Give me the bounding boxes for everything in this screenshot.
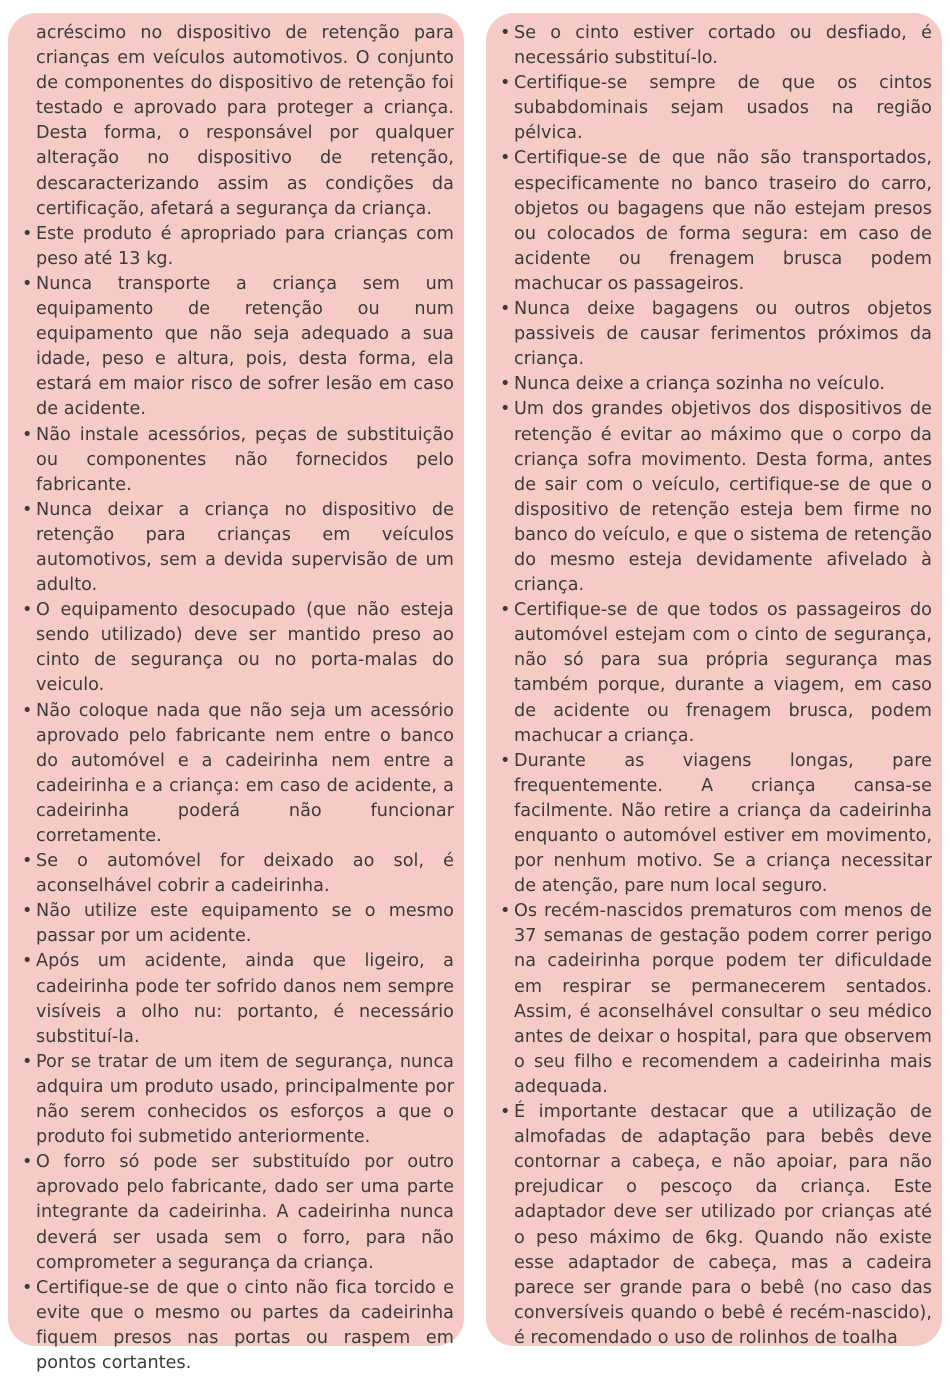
bullet-item <box>498 1100 932 1351</box>
bullet-icon: • <box>22 499 33 520</box>
bullet-text: Certifique-se de que não são transportados, especificamente no banco traseiro do carro, objetos ou bagagens que não estejam presos ou colocados de forma segura: em caso de acidente ou frenagem brusca podem machucar os passageiros. <box>514 148 932 294</box>
bullet-text: Nunca deixar a criança no dispositivo de retenção para crianças em veículos automotivos, sem a devida supervisão de um adulto. <box>36 499 454 596</box>
bullet-icon: • <box>22 851 33 872</box>
bullet-text: Nunca transporte a criança sem um equipamento de retenção ou num equipamento que não seja adequado a sua idade, peso e altura, pois, desta forma, ela estará em maior risco de sofrer lesão em caso de acidente. <box>36 273 454 420</box>
bullet-icon: • <box>22 223 33 244</box>
left-bullet-list <box>20 222 454 1376</box>
bullet-text: Certifique-se de que o cinto não fica torcido e evite que o mesmo ou partes da cadeirinha fiquem presos nas portas ou raspem em pontos cortantes. <box>36 1277 454 1373</box>
bullet-icon: • <box>500 600 511 621</box>
bullet-text: Após um acidente, ainda que ligeiro, a cadeirinha pode ter sofrido danos nem sempre visíveis a olho nu: portanto, é necessário substituí-la. <box>36 951 454 1047</box>
right-text-panel <box>486 13 942 1346</box>
bullet-item <box>20 849 454 899</box>
bullet-icon: • <box>22 901 33 922</box>
bullet-icon: • <box>22 951 33 972</box>
bullet-icon: • <box>500 148 511 169</box>
bullet-icon: • <box>500 399 511 420</box>
bullet-icon: • <box>22 1051 33 1072</box>
bullet-icon: • <box>500 374 511 395</box>
bullet-text: Nunca deixe bagagens ou outros objetos passiveis de causar ferimentos próximos da criança. <box>514 299 932 370</box>
bullet-text: Certifique-se de que todos os passageiros do automóvel estejam com o cinto de segurança, não só para sua própria segurança mas também porque, durante a viagem, em caso de acidente ou frenagem brusca, podem machucar a criança. <box>514 600 932 746</box>
bullet-icon: • <box>500 23 511 43</box>
bullet-icon: • <box>22 424 33 445</box>
bullet-item <box>20 498 454 598</box>
bullet-text: Um dos grandes objetivos dos dispositivos de retenção é evitar ao máximo que o corpo da criança sofra movimento. Desta forma, antes de sair com o veículo, certifique-se de que o dispositivo de retenção esteja bem firme no banco do veículo, e que o sistema de retenção do mesmo esteja devidamente afivelado à criança. <box>514 399 932 596</box>
bullet-item <box>20 899 454 949</box>
bullet-item <box>498 598 932 749</box>
bullet-text: Nunca deixe a criança sozinha no veículo. <box>514 374 885 395</box>
bullet-icon: • <box>22 1152 33 1173</box>
left-text-panel <box>8 13 464 1373</box>
bullet-text: O forro só pode ser substituído por outro aprovado pelo fabricante, dado ser uma parte integrante da cadeirinha. A cadeirinha nunca deverá ser usada sem o forro, para não comprometer a segurança da criança. <box>36 1152 454 1273</box>
bullet-icon: • <box>500 750 511 771</box>
bullet-text: Se o automóvel for deixado ao sol, é aconselhável cobrir a cadeirinha. <box>36 851 454 897</box>
bullet-item <box>20 1050 454 1150</box>
bullet-item <box>20 699 454 850</box>
bullet-item <box>20 272 454 423</box>
bullet-icon: • <box>22 273 33 294</box>
bullet-icon: • <box>500 901 511 922</box>
intro-paragraph: acréscimo no dispositivo de retenção para crianças em veículos automotivos. O conjunto de componentes do dispositivo de retenção foi testado e aprovado para proteger a criança. Desta forma, o responsável por qualquer alteração no dispositivo de retenção, descaracterizando assim as condições da certificação, afetará a segurança da criança. <box>36 23 454 219</box>
bullet-text: É importante destacar que a utilização de almofadas de adaptação para bebês deve contornar a cabeça, e não apoiar, para não prejudicar o pescoço da criança. Este adaptador deve ser utilizado por crianças até o peso máximo de 6kg. Quando não existe esse adaptador de cabeça, mas a cadeira parece ser grande para o bebê (no caso das conversíveis quando o bebê é recém-nascido), é recomendado o uso de rolinhos de toalha <box>514 1102 932 1348</box>
bullet-item <box>498 397 932 598</box>
bullet-text: O equipamento desocupado (que não esteja sendo utilizado) deve ser mantido preso ao cinto de segurança ou no porta-malas do veiculo. <box>36 600 454 696</box>
bullet-item <box>498 899 932 1100</box>
bullet-item <box>20 598 454 698</box>
bullet-text: Não coloque nada que não seja um acessório aprovado pelo fabricante nem entre o banco do automóvel e a cadeirinha nem entre a cadeirinha e a criança: em caso de acidente, a cadeirinha poderá não funcionar corretamente. <box>36 700 454 846</box>
bullet-icon: • <box>22 600 33 621</box>
bullet-item <box>20 423 454 498</box>
bullet-item <box>20 1150 454 1275</box>
bullet-item <box>20 1276 454 1376</box>
bullet-item <box>498 21 932 71</box>
bullet-item <box>498 749 932 900</box>
bullet-item <box>20 222 454 272</box>
bullet-item <box>498 297 932 372</box>
bullet-text: Não utilize este equipamento se o mesmo passar por um acidente. <box>36 901 454 947</box>
bullet-text: Não instale acessórios, peças de substituição ou componentes não fornecidos pelo fabricante. <box>36 424 454 495</box>
bullet-item <box>498 372 932 397</box>
bullet-item <box>498 71 932 146</box>
bullet-icon: • <box>22 1277 33 1298</box>
bullet-item <box>498 146 932 297</box>
bullet-text: Os recém-nascidos prematuros com menos de 37 semanas de gestação podem correr perigo na cadeirinha porque podem ter dificuldade em respirar se permanecerem sentados. Assim, é aconselhável consultar o seu médico antes de deixar o hospital, para que observem o seu filho e recomendem a cadeirinha mais adequada. <box>514 901 932 1097</box>
bullet-icon: • <box>500 1102 511 1123</box>
bullet-text: Por se tratar de um item de segurança, nunca adquira um produto usado, principalmente por não serem conhecidos os esforços a que o produto foi submetido anteriormente. <box>36 1051 454 1148</box>
bullet-text: Se o cinto estiver cortado ou desfiado, é necessário substituí-lo. <box>514 23 932 69</box>
bullet-icon: • <box>500 73 511 94</box>
right-bullet-list <box>498 21 932 1351</box>
bullet-text: Este produto é apropriado para crianças com peso até 13 kg. <box>36 223 454 269</box>
bullet-icon: • <box>22 700 33 721</box>
bullet-item <box>20 949 454 1049</box>
bullet-text: Durante as viagens longas, pare frequentemente. A criança cansa-se facilmente. Não retire a criança da cadeirinha enquanto o automóvel estiver em movimento, por nenhum motivo. Se a criança necessitar de atenção, pare num local seguro. <box>514 750 932 897</box>
bullet-text: Certifique-se sempre de que os cintos subabdominais sejam usados na região pélvica. <box>514 73 932 144</box>
bullet-icon: • <box>500 299 511 320</box>
